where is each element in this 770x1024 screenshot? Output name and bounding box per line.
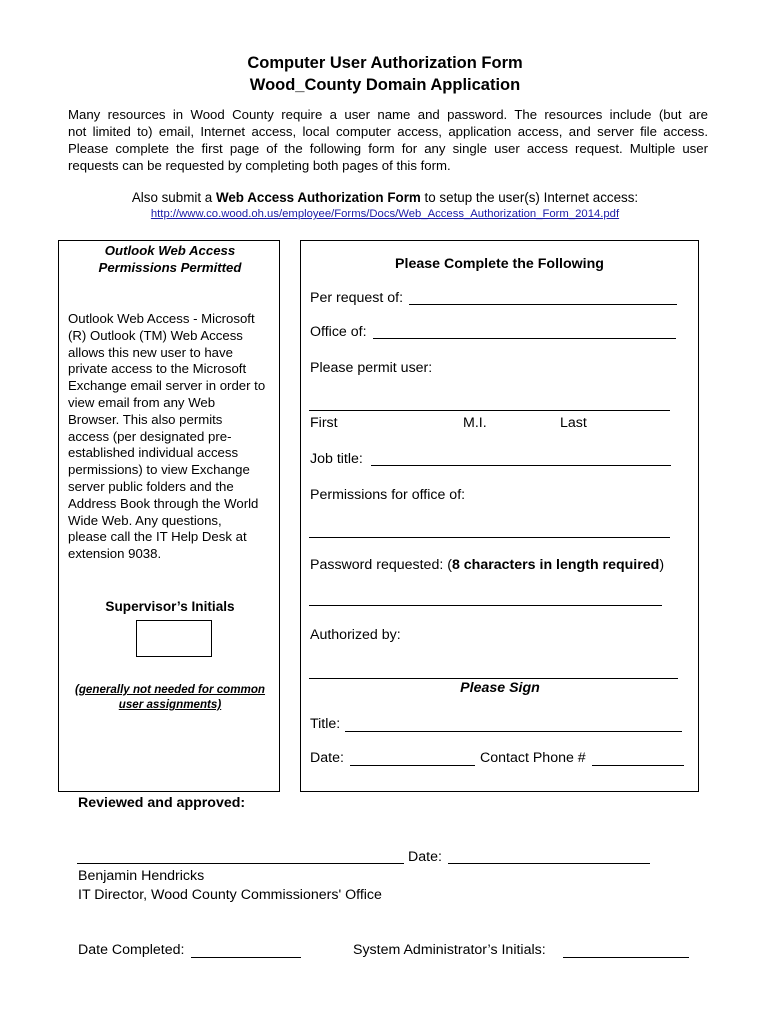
middle-initial-label: M.I. xyxy=(463,415,487,431)
sysadmin-initials-field[interactable] xyxy=(563,957,689,958)
footer-date-field[interactable] xyxy=(448,863,650,864)
password-label xyxy=(310,557,664,573)
first-name-label: First xyxy=(310,415,338,431)
note-line-2: user assignments) xyxy=(118,698,222,711)
owa-line: allows this new user to have xyxy=(68,344,233,360)
sysadmin-initials-label: System Administrator’s Initials: xyxy=(353,942,546,958)
contact-phone-field[interactable] xyxy=(592,765,684,766)
owa-line: Outlook Web Access - Microsoft xyxy=(68,311,255,326)
permissions-for-label: Permissions for office of: xyxy=(310,487,466,503)
owa-line: private access to the Microsoft xyxy=(68,361,247,377)
office-of-field[interactable] xyxy=(373,338,676,339)
owa-line: extension 9038. xyxy=(68,546,162,562)
right-panel xyxy=(300,240,699,792)
per-request-field[interactable] xyxy=(409,304,677,305)
per-request-label: Per request of: xyxy=(310,290,404,306)
owa-line: established individual access xyxy=(68,445,239,461)
owa-title-1: Outlook Web Access xyxy=(104,243,236,258)
director-signature-field[interactable] xyxy=(77,863,404,864)
owa-description xyxy=(68,311,280,563)
owa-title-2: Permissions Permitted xyxy=(98,260,242,275)
owa-line: permissions) to view Exchange xyxy=(68,462,250,478)
web-access-form-link[interactable]: http://www.co.wood.oh.us/employee/Forms/Docs/Web_Access_Authorization_Form_2014.pdf xyxy=(150,208,620,220)
web-access-form-name: Web Access Authorization Form xyxy=(215,190,421,205)
owa-line: access (per designated pre- xyxy=(68,428,232,444)
owa-line: server public folders and the xyxy=(68,478,234,494)
user-name-field[interactable] xyxy=(309,410,670,411)
form-title: Computer User Authorization Form xyxy=(247,54,523,72)
submit-suffix: to setup the user(s) Internet access: xyxy=(420,190,639,205)
authorized-signature-field[interactable] xyxy=(309,678,678,679)
submit-prefix: Also submit a xyxy=(131,190,216,205)
password-suffix: ) xyxy=(659,557,665,573)
title-field[interactable] xyxy=(345,731,682,732)
intro-line: Please complete the first page of the following form for any single user access request. Multiple user xyxy=(68,141,708,156)
right-panel-heading: Please Complete the Following xyxy=(395,256,604,272)
contact-phone-label: Contact Phone # xyxy=(480,750,586,766)
owa-line: Address Book through the World xyxy=(68,495,259,511)
password-field[interactable] xyxy=(309,605,662,606)
supervisor-initials-label: Supervisor’s Initials xyxy=(105,599,235,614)
reviewed-approved-label: Reviewed and approved: xyxy=(78,795,246,811)
permit-user-label: Please permit user: xyxy=(310,360,433,376)
last-name-label: Last xyxy=(560,415,587,431)
date-field[interactable] xyxy=(350,765,475,766)
owa-line: Browser. This also permits xyxy=(68,411,223,427)
office-of-label: Office of: xyxy=(310,324,367,340)
owa-line: Wide Web. Any questions, xyxy=(68,512,222,528)
owa-line: (R) Outlook (TM) Web Access xyxy=(68,327,243,343)
director-name: Benjamin Hendricks xyxy=(78,868,205,884)
intro-line: Many resources in Wood County require a user name and password. The resources include (but are xyxy=(68,107,708,122)
owa-line: Exchange email server in order to xyxy=(68,378,266,394)
date-completed-label: Date Completed: xyxy=(78,942,185,958)
supervisor-initials-box[interactable] xyxy=(136,620,212,657)
authorized-by-label: Authorized by: xyxy=(310,627,401,643)
permissions-office-field[interactable] xyxy=(309,537,670,538)
date-label: Date: xyxy=(310,750,344,766)
password-prefix: Password requested: ( xyxy=(310,557,452,573)
intro-paragraph xyxy=(68,106,708,174)
owa-line: view email from any Web xyxy=(68,394,216,410)
please-sign-label: Please Sign xyxy=(460,680,540,696)
date-completed-field[interactable] xyxy=(191,957,301,958)
owa-line: please call the IT Help Desk at xyxy=(68,529,247,545)
submit-note xyxy=(0,190,770,205)
form-subtitle: Wood_County Domain Application xyxy=(249,76,521,94)
note-line-1: (generally not needed for common xyxy=(74,683,266,696)
job-title-field[interactable] xyxy=(371,465,671,466)
director-position: IT Director, Wood County Commissioners' Office xyxy=(78,887,382,903)
footer-date-label: Date: xyxy=(408,849,442,865)
intro-line: requests can be requested by completing both pages of this form. xyxy=(68,158,451,173)
password-requirement: 8 characters in length required xyxy=(451,557,660,573)
job-title-label: Job title: xyxy=(310,451,363,467)
intro-line: not limited to) email, Internet access, local computer access, application access, and server file access. xyxy=(68,124,708,139)
title-label: Title: xyxy=(310,716,341,732)
